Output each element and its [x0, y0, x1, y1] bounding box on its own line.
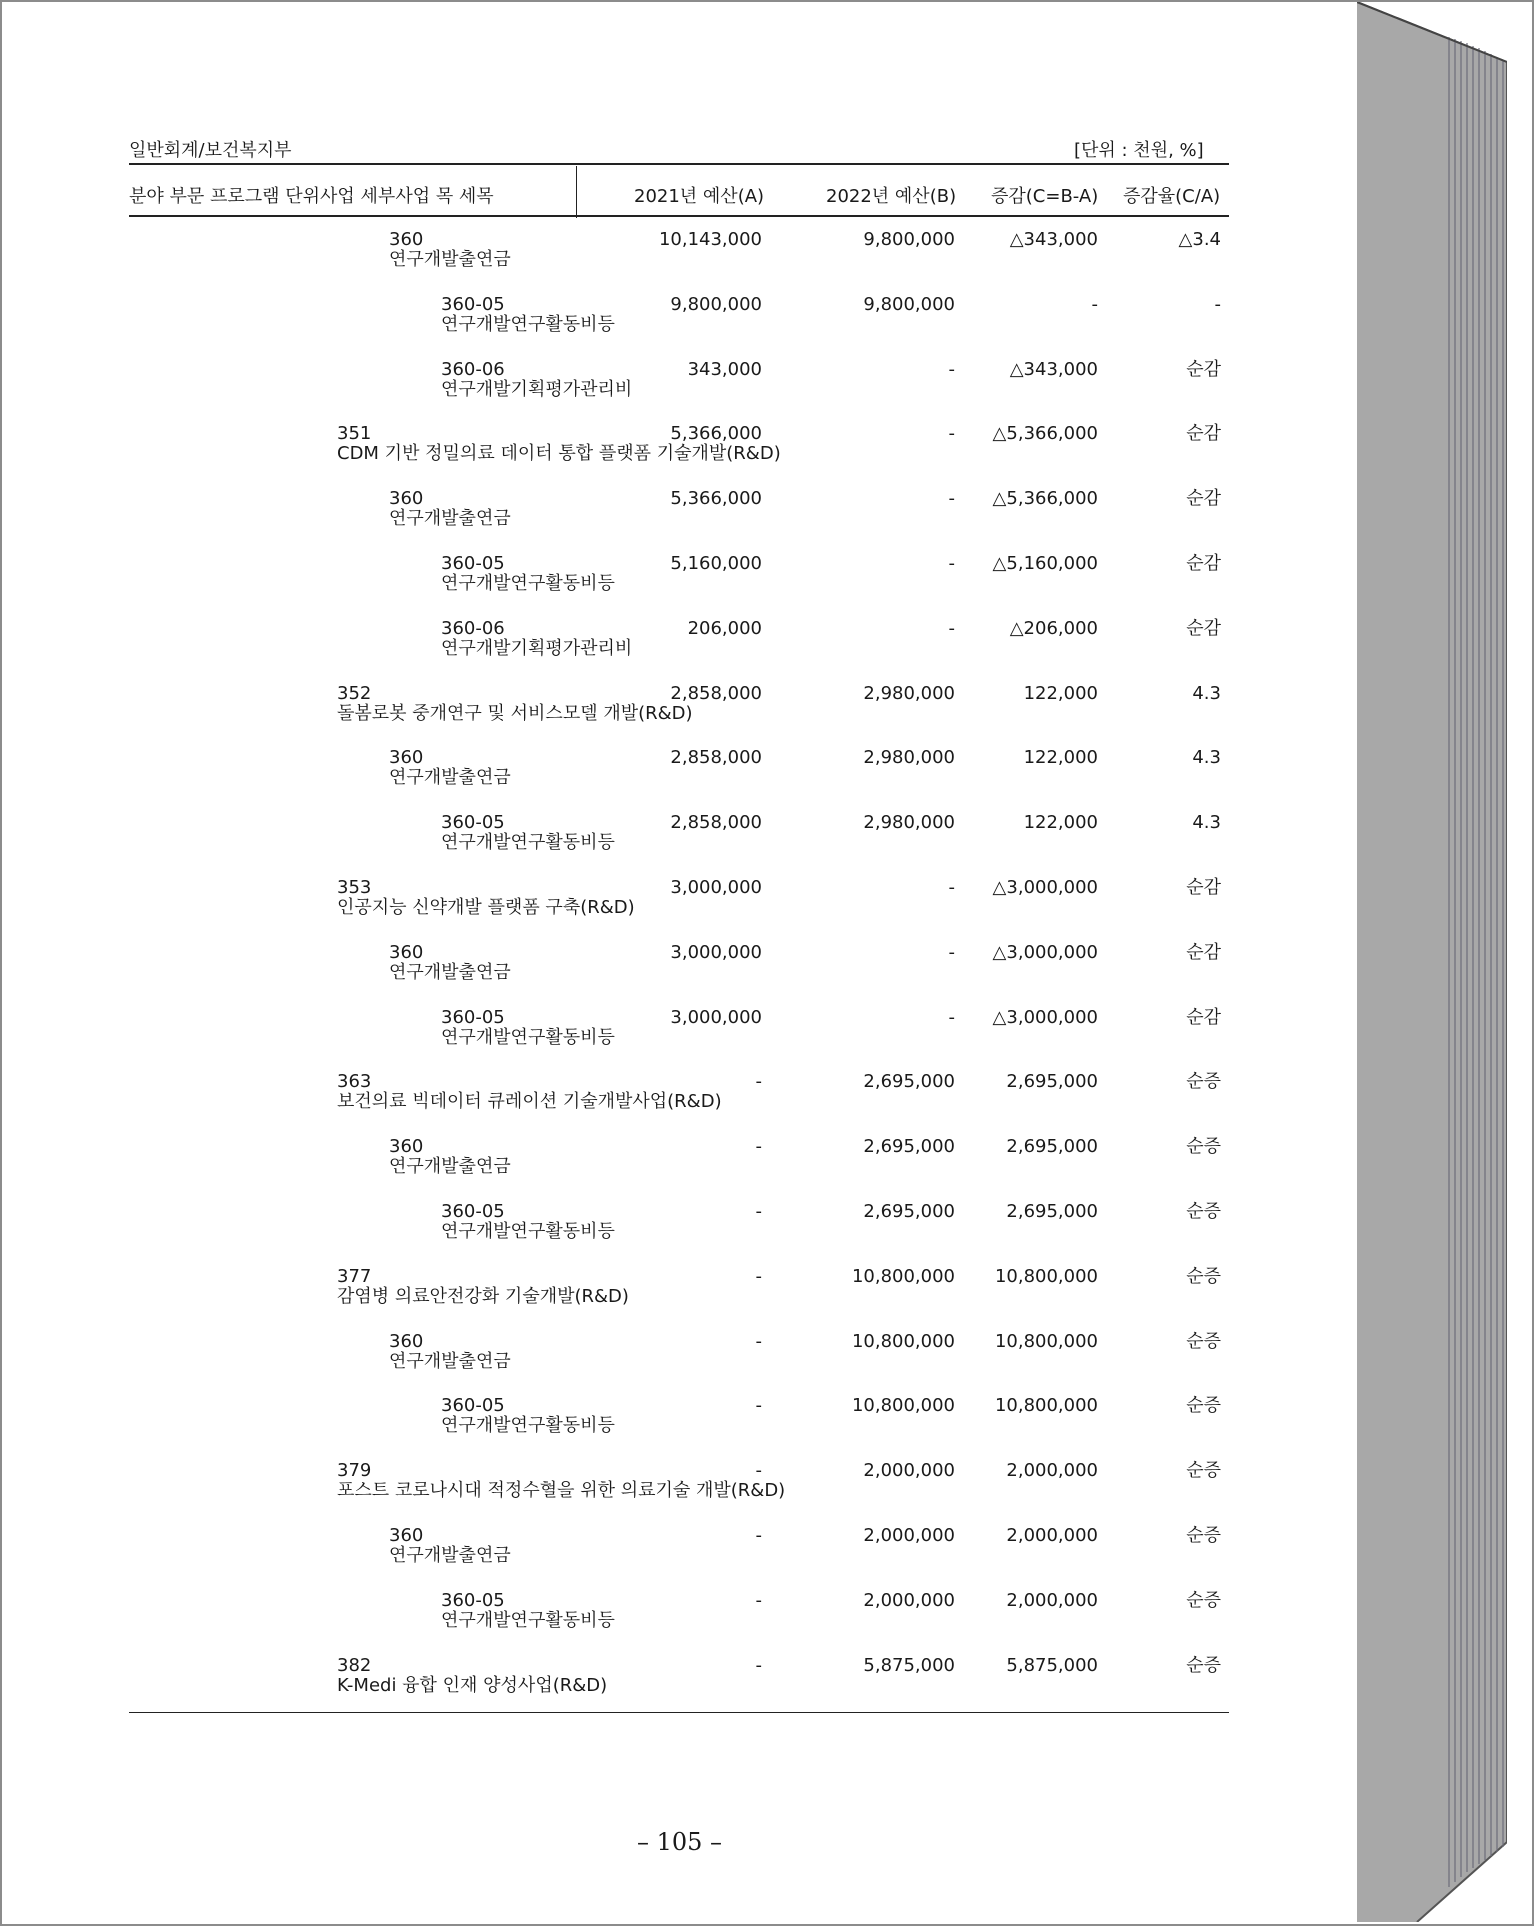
row-code: 360-05 [441, 1395, 505, 1417]
row-budget-2022: 2,000,000 [863, 1525, 955, 1546]
row-change-rate: 순감 [1186, 358, 1221, 380]
table-row [2, 230, 1357, 290]
table-row [2, 360, 1357, 420]
row-name: 연구개발연구활동비등 [441, 832, 615, 854]
table-row [2, 1072, 1357, 1132]
table-row [2, 424, 1357, 484]
row-budget-2022: 2,980,000 [863, 747, 955, 769]
row-budget-2021: 3,000,000 [670, 941, 762, 963]
row-change: 2,000,000 [1006, 1589, 1098, 1611]
row-budget-2022: 2,980,000 [863, 682, 955, 704]
row-name: 연구개발연구활동비등 [441, 1221, 615, 1242]
row-change-rate: 순증 [1186, 1395, 1221, 1417]
row-budget-2021: 3,000,000 [670, 1006, 762, 1028]
row-change: 10,800,000 [994, 1395, 1098, 1417]
row-budget-2022: 10,800,000 [851, 1395, 955, 1417]
row-change-rate: 순증 [1186, 1201, 1221, 1222]
row-budget-2022: 9,800,000 [863, 293, 955, 315]
row-budget-2021: - [755, 1201, 762, 1222]
row-code: 379 [337, 1460, 372, 1482]
row-budget-2022: 2,695,000 [863, 1136, 955, 1158]
row-change: △3,000,000 [992, 1006, 1098, 1028]
table-row [2, 684, 1357, 744]
row-budget-2021: - [755, 1265, 762, 1287]
row-change: △343,000 [1009, 229, 1098, 250]
row-code: 360-05 [441, 1006, 505, 1028]
row-code: 360-05 [441, 1201, 505, 1222]
row-budget-2021: 3,000,000 [670, 877, 762, 898]
row-budget-2021: 10,143,000 [658, 229, 762, 250]
col-head-2021: 2021년 예산(A) [634, 186, 765, 207]
row-name: 연구개발출연금 [389, 961, 511, 983]
row-name: 포스트 코로나시대 적정수혈을 위한 의료기술 개발(R&D) [337, 1480, 786, 1502]
row-change-rate: 순증 [1186, 1330, 1221, 1352]
row-budget-2021: 2,858,000 [670, 747, 762, 769]
table-row [2, 1656, 1357, 1716]
row-change: 2,000,000 [1006, 1525, 1098, 1546]
row-change: 122,000 [1023, 747, 1098, 769]
row-code: 377 [337, 1265, 372, 1287]
row-budget-2022: - [948, 358, 955, 380]
row-change: △5,160,000 [992, 553, 1098, 574]
row-code: 360-06 [441, 358, 505, 380]
row-name: 보건의료 빅데이터 큐레이션 기술개발사업(R&D) [337, 1091, 722, 1113]
row-name: 연구개발연구활동비등 [441, 1415, 615, 1437]
page-number: – 105 – [636, 1828, 723, 1856]
table-row [2, 878, 1357, 938]
table-row [2, 748, 1357, 808]
row-change: 2,000,000 [1006, 1460, 1098, 1482]
row-budget-2021: - [755, 1071, 762, 1093]
table-row [2, 619, 1357, 679]
row-code: 353 [337, 877, 372, 898]
row-code: 360-06 [441, 617, 505, 639]
row-change-rate: 순증 [1186, 1071, 1221, 1093]
row-change-rate: 순감 [1186, 877, 1221, 898]
row-change: 5,875,000 [1006, 1654, 1098, 1676]
row-budget-2022: - [948, 877, 955, 898]
row-change: 2,695,000 [1006, 1136, 1098, 1158]
table-bottom-rule [129, 1712, 1229, 1713]
row-budget-2022: 10,800,000 [851, 1265, 955, 1287]
row-name: K-Medi 융합 인재 양성사업(R&D) [337, 1674, 608, 1696]
row-code: 360 [389, 1330, 424, 1352]
row-change: △5,366,000 [992, 488, 1098, 510]
row-budget-2021: - [755, 1395, 762, 1417]
row-change: △5,366,000 [992, 423, 1098, 445]
row-budget-2021: - [755, 1136, 762, 1158]
row-change: 122,000 [1023, 812, 1098, 834]
table-row [2, 1461, 1357, 1521]
row-budget-2021: 2,858,000 [670, 682, 762, 704]
row-budget-2021: 5,366,000 [670, 423, 762, 445]
row-change: △3,000,000 [992, 941, 1098, 963]
book-page-edges-icon [1357, 2, 1532, 1922]
row-name: 연구개발연구활동비등 [441, 1026, 615, 1048]
table-row [2, 943, 1357, 1003]
row-change-rate: 순감 [1186, 617, 1221, 639]
row-change-rate: 순증 [1186, 1265, 1221, 1287]
col-head-rate: 증감율(C/A) [1123, 186, 1221, 207]
row-code: 351 [337, 423, 372, 445]
row-code: 360 [389, 1525, 424, 1546]
row-code: 382 [337, 1654, 372, 1676]
row-name: 연구개발출연금 [389, 1156, 511, 1178]
row-budget-2022: - [948, 423, 955, 445]
table-row [2, 1396, 1357, 1456]
row-budget-2021: 2,858,000 [670, 812, 762, 834]
row-budget-2022: - [948, 488, 955, 510]
row-name: 연구개발연구활동비등 [441, 1609, 615, 1631]
table-top-rule [129, 163, 1229, 165]
table-row [2, 1526, 1357, 1586]
row-code: 360 [389, 229, 424, 250]
row-change-rate: 순증 [1186, 1589, 1221, 1611]
row-code: 360 [389, 488, 424, 510]
row-change-rate: 순증 [1186, 1460, 1221, 1482]
row-change-rate: 순증 [1186, 1525, 1221, 1546]
row-budget-2022: - [948, 941, 955, 963]
row-name: 연구개발출연금 [389, 1545, 511, 1566]
table-row [2, 813, 1357, 873]
row-budget-2021: 9,800,000 [670, 293, 762, 315]
row-change: △3,000,000 [992, 877, 1098, 898]
row-change: 10,800,000 [994, 1265, 1098, 1287]
row-code: 352 [337, 682, 372, 704]
row-change-rate: 4.3 [1192, 682, 1221, 704]
row-change: △343,000 [1009, 358, 1098, 380]
col-head-change: 증감(C=B-A) [991, 186, 1099, 207]
row-name: 연구개발기획평가관리비 [441, 637, 633, 659]
row-budget-2021: 343,000 [687, 358, 762, 380]
row-name: 돌봄로봇 중개연구 및 서비스모델 개발(R&D) [337, 702, 693, 724]
table-row [2, 489, 1357, 549]
row-change: 10,800,000 [994, 1330, 1098, 1352]
row-name: CDM 기반 정밀의료 데이터 통합 플랫폼 기술개발(R&D) [337, 443, 781, 465]
table-row [2, 1137, 1357, 1197]
row-change-rate: △3.4 [1178, 229, 1221, 250]
table-row [2, 1332, 1357, 1392]
row-code: 360-05 [441, 812, 505, 834]
document-page [2, 2, 1357, 1922]
table-row [2, 1008, 1357, 1068]
row-budget-2021: - [755, 1330, 762, 1352]
row-change-rate: 순감 [1186, 423, 1221, 445]
row-name: 연구개발출연금 [389, 767, 511, 789]
row-budget-2021: - [755, 1654, 762, 1676]
row-change: △206,000 [1009, 617, 1098, 639]
row-budget-2021: 5,366,000 [670, 488, 762, 510]
row-change: 2,695,000 [1006, 1071, 1098, 1093]
table-row [2, 1267, 1357, 1327]
table-row [2, 1202, 1357, 1262]
row-budget-2022: 2,695,000 [863, 1071, 955, 1093]
unit-label: [단위 : 천원, %] [1074, 140, 1204, 161]
row-code: 360-05 [441, 1589, 505, 1611]
row-budget-2022: 2,695,000 [863, 1201, 955, 1222]
row-name: 연구개발연구활동비등 [441, 313, 615, 335]
row-code: 360-05 [441, 553, 505, 574]
row-budget-2021: 5,160,000 [670, 553, 762, 574]
table-row [2, 1591, 1357, 1651]
row-budget-2022: 5,875,000 [863, 1654, 955, 1676]
table-row [2, 295, 1357, 355]
account-label: 일반회계/보건복지부 [129, 140, 292, 161]
row-budget-2022: 2,000,000 [863, 1460, 955, 1482]
row-budget-2021: - [755, 1589, 762, 1611]
row-change: - [1091, 293, 1098, 315]
row-change-rate: 순증 [1186, 1136, 1221, 1158]
row-code: 360 [389, 747, 424, 769]
row-change-rate: - [1214, 293, 1221, 315]
row-change-rate: 순감 [1186, 488, 1221, 510]
row-budget-2021: 206,000 [687, 617, 762, 639]
col-head-2022: 2022년 예산(B) [826, 186, 957, 207]
row-code: 363 [337, 1071, 372, 1093]
row-change-rate: 순감 [1186, 941, 1221, 963]
row-code: 360-05 [441, 293, 505, 315]
col-head-category: 분야 부문 프로그램 단위사업 세부사업 목 세목 [129, 186, 494, 207]
row-change-rate: 순감 [1186, 1006, 1221, 1028]
row-budget-2022: 2,000,000 [863, 1589, 955, 1611]
table-row [2, 554, 1357, 614]
column-separator [576, 166, 577, 218]
row-budget-2022: - [948, 553, 955, 574]
row-budget-2021: - [755, 1460, 762, 1482]
row-name: 연구개발출연금 [389, 1350, 511, 1372]
row-budget-2022: 10,800,000 [851, 1330, 955, 1352]
row-budget-2022: 9,800,000 [863, 229, 955, 250]
row-change: 2,695,000 [1006, 1201, 1098, 1222]
header-bottom-rule [129, 215, 1229, 217]
row-name: 연구개발출연금 [389, 249, 511, 270]
row-name: 감염병 의료안전강화 기술개발(R&D) [337, 1285, 629, 1307]
row-name: 연구개발출연금 [389, 508, 511, 530]
row-budget-2021: - [755, 1525, 762, 1546]
row-change-rate: 4.3 [1192, 812, 1221, 834]
row-change-rate: 순증 [1186, 1654, 1221, 1676]
row-name: 연구개발기획평가관리비 [441, 378, 633, 400]
row-name: 인공지능 신약개발 플랫폼 구축(R&D) [337, 897, 635, 918]
row-name: 연구개발연구활동비등 [441, 573, 615, 594]
row-budget-2022: 2,980,000 [863, 812, 955, 834]
row-budget-2022: - [948, 617, 955, 639]
row-change: 122,000 [1023, 682, 1098, 704]
row-code: 360 [389, 1136, 424, 1158]
row-change-rate: 순감 [1186, 553, 1221, 574]
row-code: 360 [389, 941, 424, 963]
row-budget-2022: - [948, 1006, 955, 1028]
row-change-rate: 4.3 [1192, 747, 1221, 769]
